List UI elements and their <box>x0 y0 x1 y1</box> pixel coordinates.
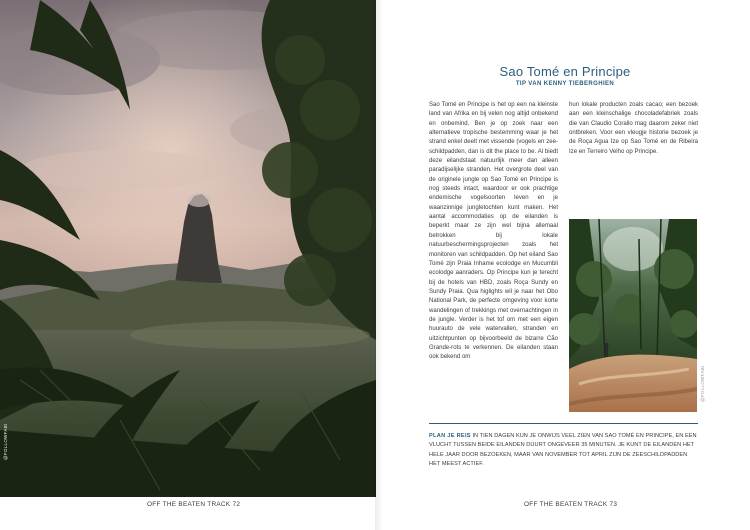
article-title: Sao Tomé en Principe <box>499 64 631 79</box>
jungle-river-photo <box>569 219 697 412</box>
jungle-peak-photo <box>0 0 376 497</box>
body-column-2: hun lokale producten zoals cacao; een bezoek aan een kleinschalige chocoladefabriek zoals die van Claudio Corallo mag daarom zeker niet ontbreken. Voor een vleugje historie bezoek je de Roça Agua Ize op Sao Tomé en de Ribeira Ize en Terreiro Velho op Principe. <box>569 102 698 155</box>
photo-credit-right: @FOLLOWFABI <box>700 365 705 402</box>
plan-heading: PLAN JE REIS <box>429 433 471 439</box>
folio-left: OFF THE BEATEN TRACK 72 <box>147 501 241 508</box>
spine-shadow <box>375 0 383 530</box>
plan-je-reis-box <box>429 432 698 469</box>
article-author: TIP VAN KENNY TIEBERGHIEN <box>515 81 615 87</box>
plan-text: IN TIEN DAGEN KUN JE ONWIJS VEEL ZIEN VAN SAO TOMÉ EN PRINCIPE, EN EEN VLUCHT TUSSEN BEIDE EILANDEN DUURT ONGEVEER 35 MINUTEN. JE KUNT DE EILANDEN HET HELE JAAR DOOR BEZOEKEN, MAAR VAN NOVEMBER TOT APRIL ZIJN DE ZEESCHILDPADDEN HET MEEST ACTIEF. <box>429 433 697 467</box>
section-divider <box>429 423 698 424</box>
folio-right: OFF THE BEATEN TRACK 73 <box>524 501 618 508</box>
body-column-1: Sao Tomé en Principe is het op een na kleinste land van Afrika en bij velen nog altijd onbekend en onbemind. Ben je op zoek naar een alternatieve tropische bestemming waar je het strand enkel deelt met vissende (vogels en zee-schildpadden, dan is dit the place to be. Al biedt deze eilandstaat natuurlijk meer dan alleen paradijselijke stranden. Het overgrote deel van de originele jungle op Sao Tomé en Principe is nog steeds intact, waardoor er ook prachtige endemische vogelsoorten leven en je waanzinnige jungletochten kunt maken. Het aantal accommodaties op de eilanden is beperkt maar ze zijn wel bijna allemaal betrokken bij lokale natuurbeschermingsprojecten zoals het monitoren van schildpadden. Op het eiland Sao Tomé zijn Praia Inhame ecolodge en Mucumbli ecolodge aanraders. Op Principe kun je terecht bij de hotels van HBD, zoals Roça Sundy en Sundy Praia. Qua higlights wil je naar het Obo National Park, de perfecte omgeving voor korte wandelingen of trekkings met overnachtingen in de jungle. Verder is het tof om met een eigen huurauto de vele watervallen, stranden en uitzichtpunten op bijvoorbeeld de bizarre Cão Grande-rots te verkennen. De eilanden staan ook bekend om <box>429 102 558 361</box>
photo-credit-left: @FOLLOWFABI <box>3 423 8 460</box>
